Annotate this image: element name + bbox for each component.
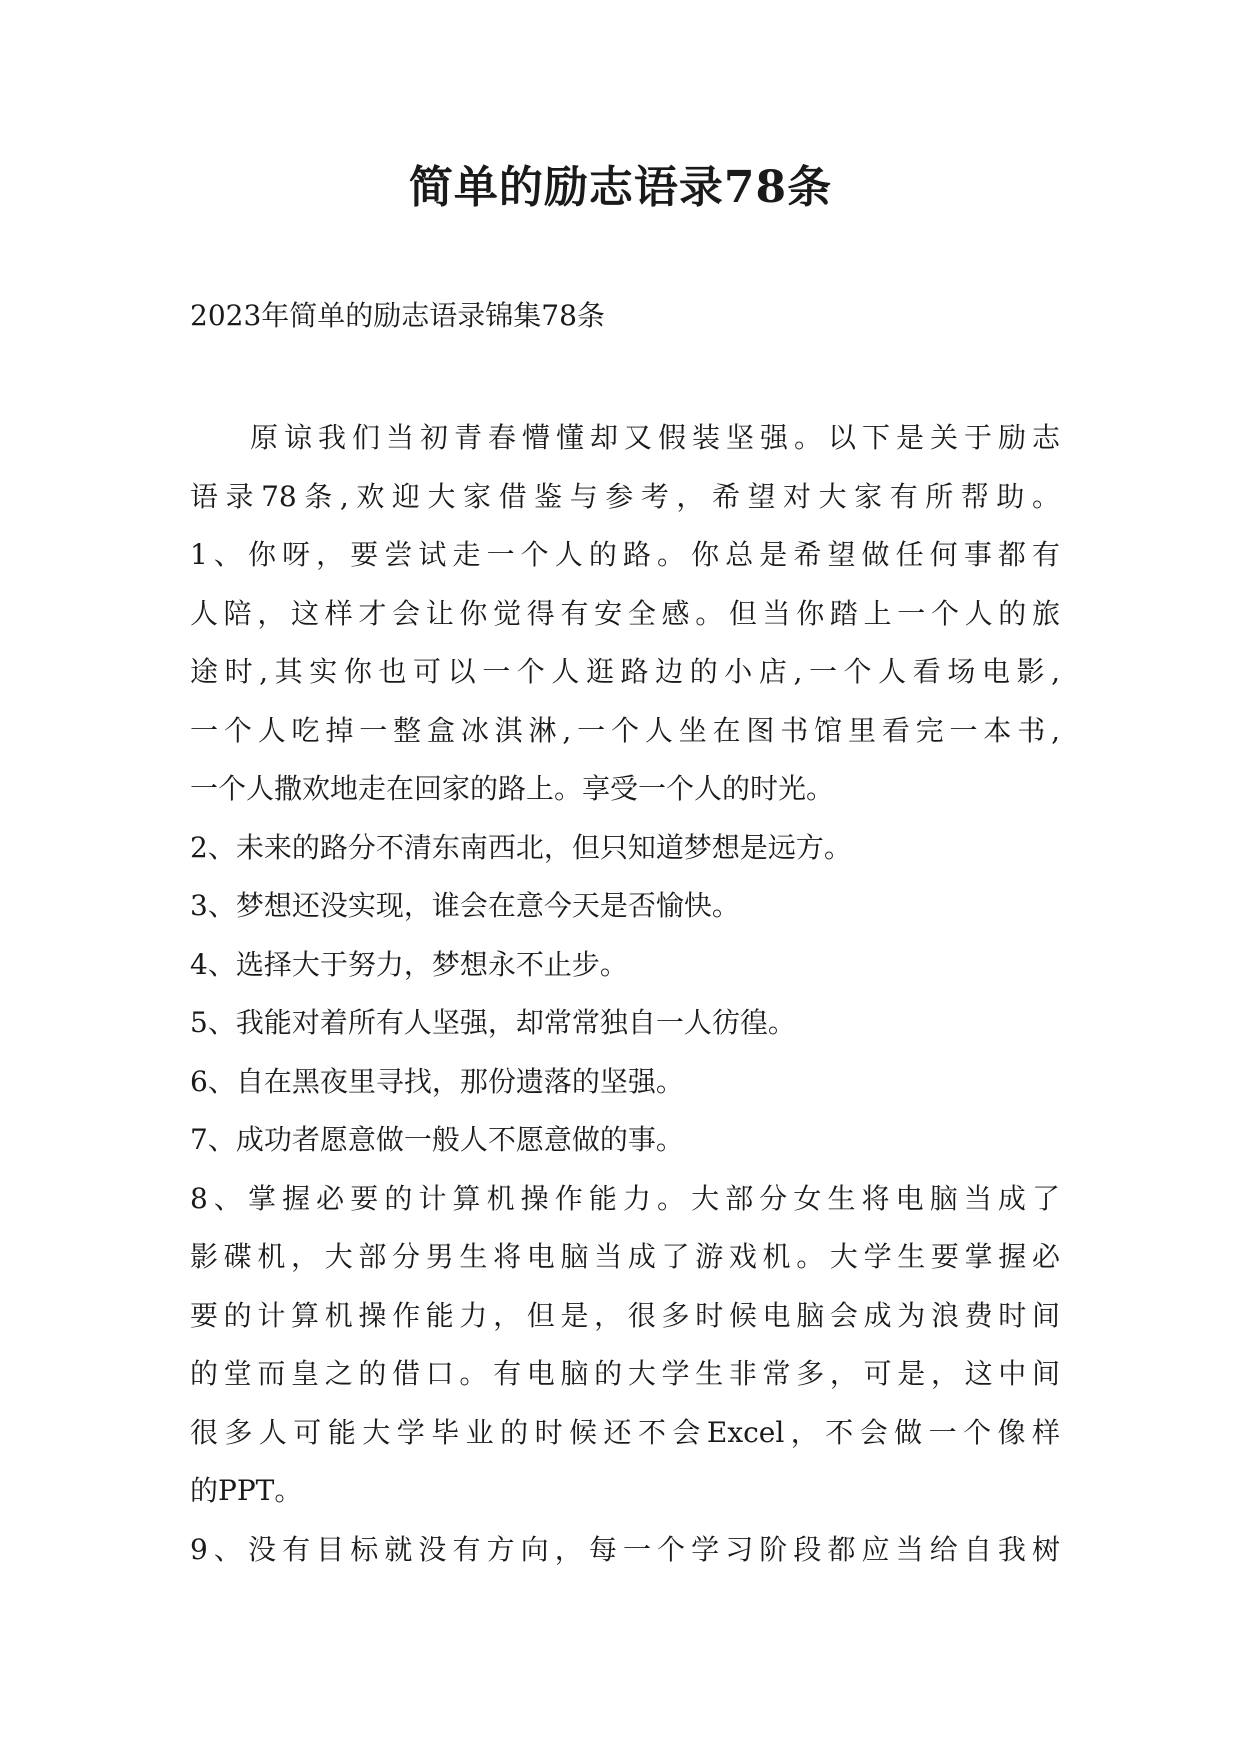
document-title: 简单的励志语录78条 — [408, 162, 833, 213]
body-line: 8、掌握必要的计算机操作能力。大部分女生将电脑当成了 — [190, 1181, 1060, 1215]
body-line: 1、你呀，要尝试走一个人的路。你总是希望做任何事都有 — [190, 538, 1060, 571]
body-line: 一个人吃掉一整盒冰淇淋,一个人坐在图书馆里看完一本书, — [190, 713, 1060, 747]
body-line: 语录78条,欢迎大家借鉴与参考，希望对大家有所帮助。 — [190, 479, 1060, 513]
body-line: 2、未来的路分不清东南西北，但只知道梦想是远方。 — [190, 830, 852, 864]
body-line: 6、自在黑夜里寻找，那份遗落的坚强。 — [190, 1064, 684, 1098]
body-line: 要的计算机操作能力，但是，很多时候电脑会成为浪费时间 — [190, 1298, 1060, 1332]
body-line: 的堂而皇之的借口。有电脑的大学生非常多，可是，这中间 — [190, 1357, 1060, 1390]
body-line: 影碟机，大部分男生将电脑当成了游戏机。大学生要掌握必 — [190, 1240, 1060, 1273]
body-line: 原谅我们当初青春懵懂却又假装坚强。以下是关于励志 — [250, 421, 1060, 454]
body-line: 的PPT。 — [190, 1474, 303, 1507]
body-line: 3、梦想还没实现，谁会在意今天是否愉快。 — [190, 889, 740, 922]
document-body — [190, 409, 1060, 1579]
body-line: 4、选择大于努力，梦想永不止步。 — [190, 947, 628, 981]
body-line: 人陪，这样才会让你觉得有安全感。但当你踏上一个人的旅 — [190, 596, 1060, 630]
body-line: 9、没有目标就没有方向，每一个学习阶段都应当给自我树 — [190, 1532, 1060, 1566]
document-subtitle: 2023年简单的励志语录锦集78条 — [190, 299, 605, 332]
body-line: 7、成功者愿意做一般人不愿意做的事。 — [190, 1123, 684, 1156]
body-line: 5、我能对着所有人坚强，却常常独自一人彷徨。 — [190, 1006, 796, 1039]
body-line: 很多人可能大学毕业的时候还不会Excel，不会做一个像样 — [190, 1415, 1060, 1449]
body-line: 途时,其实你也可以一个人逛路边的小店,一个人看场电影, — [190, 655, 1060, 688]
body-line: 一个人撒欢地走在回家的路上。享受一个人的时光。 — [190, 772, 835, 805]
